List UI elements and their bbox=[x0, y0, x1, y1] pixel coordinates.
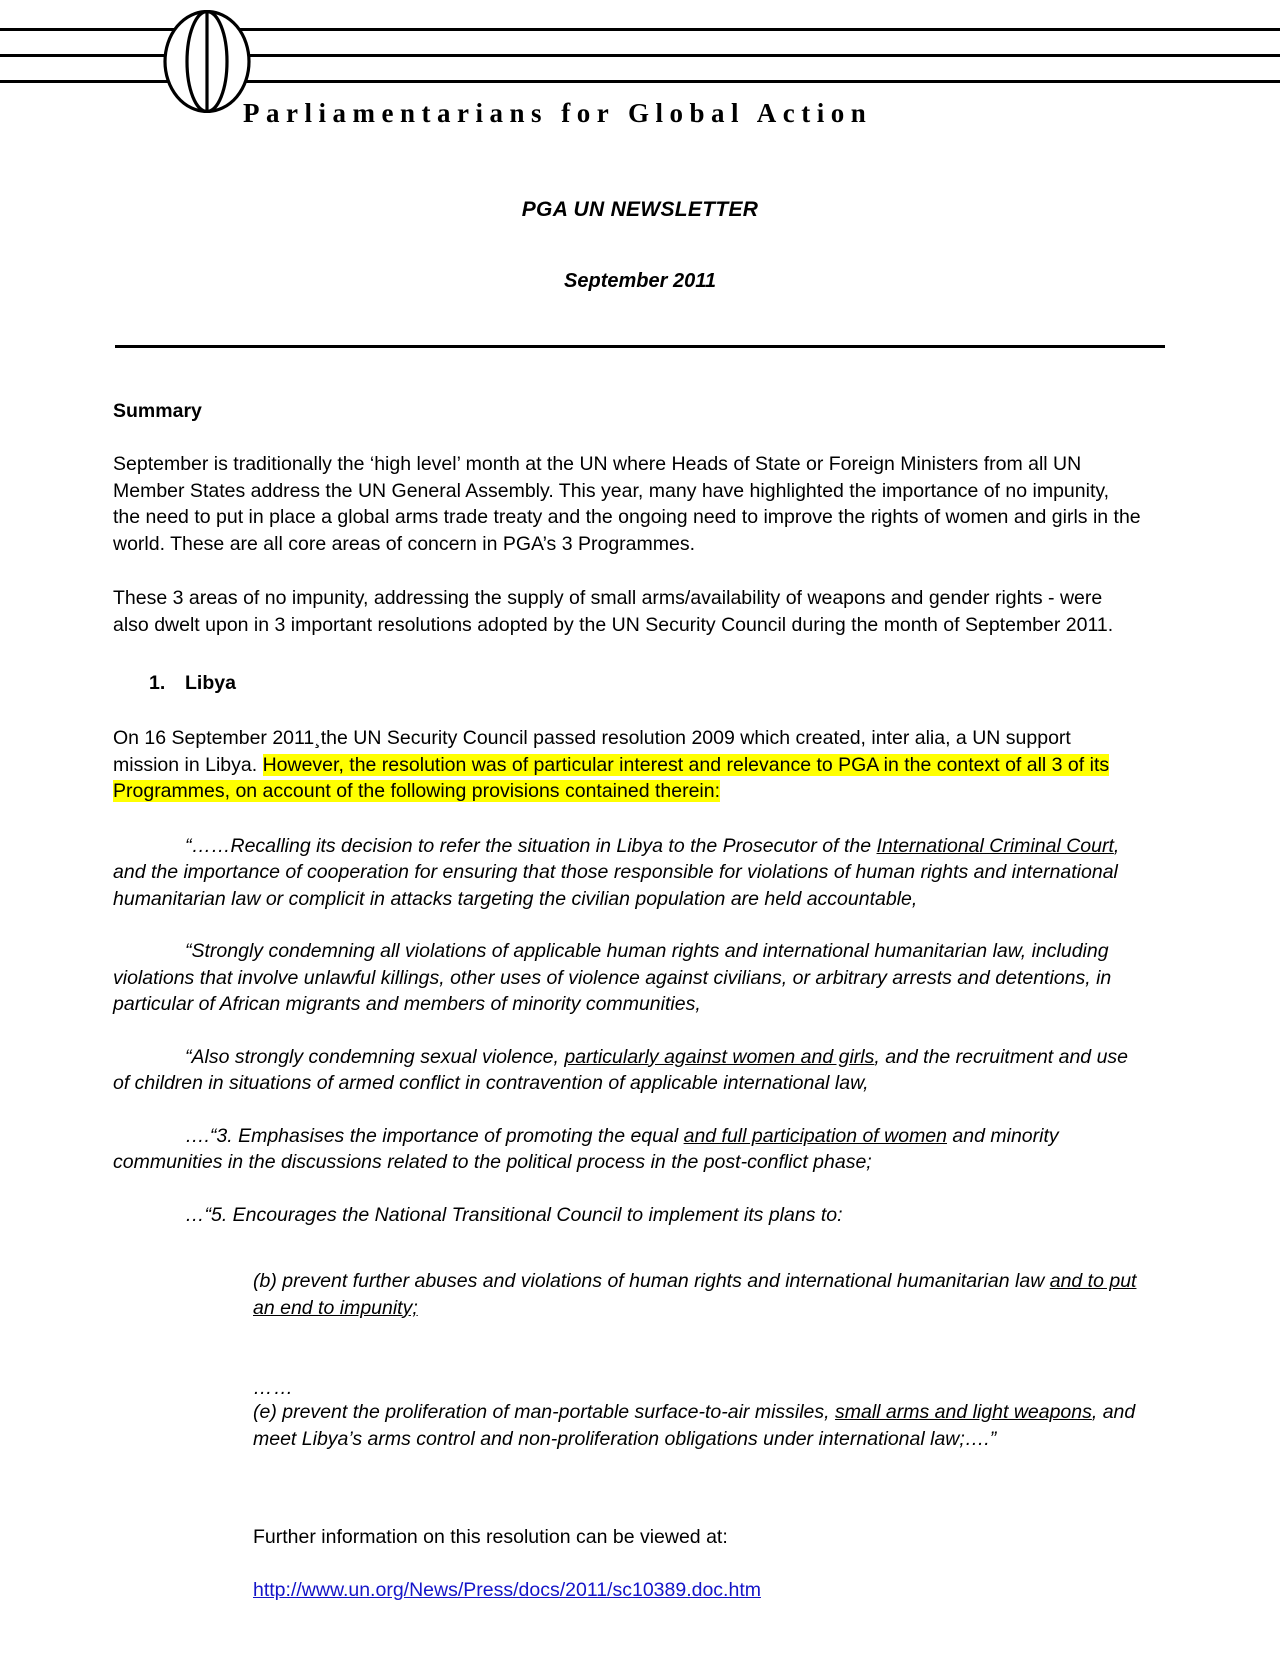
further-info-link-row bbox=[113, 1577, 1141, 1604]
spacer bbox=[113, 1254, 1141, 1268]
section-1-intro-highlighted: However, the resolution was of particular interest and relevance to PGA in the context of all 3 of its Programmes, on account of the following provisions contained therein: bbox=[113, 753, 1110, 802]
letterhead bbox=[0, 0, 1280, 150]
sub-item-e-part1: (e) prevent the proliferation of man-portable surface-to-air missiles, bbox=[253, 1401, 835, 1423]
spacer bbox=[113, 1478, 1141, 1524]
section-1-intro bbox=[113, 725, 1141, 805]
organization-name: Parliamentarians for Global Action bbox=[243, 98, 873, 128]
quote-recalling-part1: “……Recalling its decision to refer the situation in Libya to the Prosecutor of the bbox=[185, 834, 877, 857]
summary-paragraph-2: These 3 areas of no impunity, addressing the supply of small arms/availability of weapons and gender rights - were also dwelt upon in 3 important resolutions adopted by the UN Security Council during the month of September 2011. bbox=[113, 587, 1114, 636]
sub-item-e bbox=[113, 1399, 1141, 1452]
section-1-intro-plain: On 16 September 2011¸the UN Security Council passed resolution 2009 which created, inter alia, a UN support mission in Libya. bbox=[113, 727, 1071, 776]
sub-item-b-underlined: and to put an end to impunity; bbox=[253, 1270, 1137, 1319]
quote-recalling-underlined: International Criminal Court bbox=[876, 834, 1114, 857]
quote-emphasises-underlined: and full participation of women bbox=[683, 1124, 947, 1147]
section-1-number: 1. bbox=[149, 672, 166, 694]
page-title: PGA UN NEWSLETTER bbox=[521, 198, 759, 221]
document-body bbox=[113, 400, 1141, 1629]
quote-also-part2: , and the recruitment and use of children in situations of armed conflict in contravention of applicable international law, bbox=[113, 1045, 1129, 1094]
document-date: September 2011 bbox=[564, 270, 716, 292]
sub-item-ellipsis: …… bbox=[253, 1377, 294, 1399]
spacer bbox=[113, 1347, 1141, 1377]
sub-item-e-part2: , and meet Libya’s arms control and non-proliferation obligations under international law;….” bbox=[253, 1401, 1136, 1450]
further-info-label: Further information on this resolution can be viewed at: bbox=[253, 1526, 728, 1548]
sub-item-b bbox=[113, 1268, 1141, 1321]
sub-item-b-part1: (b) prevent further abuses and violations of human rights and international humanitarian law bbox=[253, 1270, 1050, 1292]
quote-recalling-part2: , and the importance of cooperation for ensuring that those responsible for violations of human rights and international humanitarian law or complicit in attacks targeting the civilian population are held accountable, bbox=[113, 834, 1120, 910]
quote-also-underlined: particularly against women and girls bbox=[564, 1045, 875, 1068]
sub-item-e-underlined: small arms and light weapons bbox=[835, 1401, 1092, 1423]
title-block bbox=[0, 198, 1280, 293]
globe-icon bbox=[163, 10, 251, 113]
quote-para-3-emphasises bbox=[113, 1123, 1141, 1176]
section-1-title: Libya bbox=[185, 672, 236, 694]
header-divider bbox=[115, 345, 1165, 348]
quote-also-strongly-condemning bbox=[113, 1044, 1141, 1097]
section-1-heading bbox=[113, 672, 1141, 695]
summary-heading: Summary bbox=[113, 400, 202, 422]
quote-emphasises-part2: and minority communities in the discussions related to the political process in the post-conflict phase; bbox=[113, 1124, 1059, 1173]
quote-strongly-condemning: “Strongly condemning all violations of applicable human rights and international humanitarian law, including violations that involve unlawful killings, other uses of violence against civilians, or arbitrary arrests and detentions, in particular of African migrants and members of minority communities, bbox=[113, 940, 1112, 1015]
quote-emphasises-part1: ….“3. Emphasises the importance of promoting the equal bbox=[185, 1124, 684, 1147]
summary-paragraph-1: September is traditionally the ‘high level’ month at the UN where Heads of State or Foreign Ministers from all UN Member States address the UN General Assembly. This year, many have highlighted the importance of no impunity, the need to put in place a global arms trade treaty and the ongoing need to improve the rights of women and girls in the world. These are all core areas of concern in PGA’s 3 Programmes. bbox=[113, 453, 1141, 555]
quote-also-part1: “Also strongly condemning sexual violence, bbox=[185, 1045, 565, 1068]
resolution-link[interactable]: http://www.un.org/News/Press/docs/2011/sc10389.doc.htm bbox=[253, 1578, 761, 1601]
quote-para-5-encourages: …“5. Encourages the National Transitional Council to implement its plans to: bbox=[185, 1203, 843, 1226]
quote-recalling bbox=[113, 833, 1141, 913]
